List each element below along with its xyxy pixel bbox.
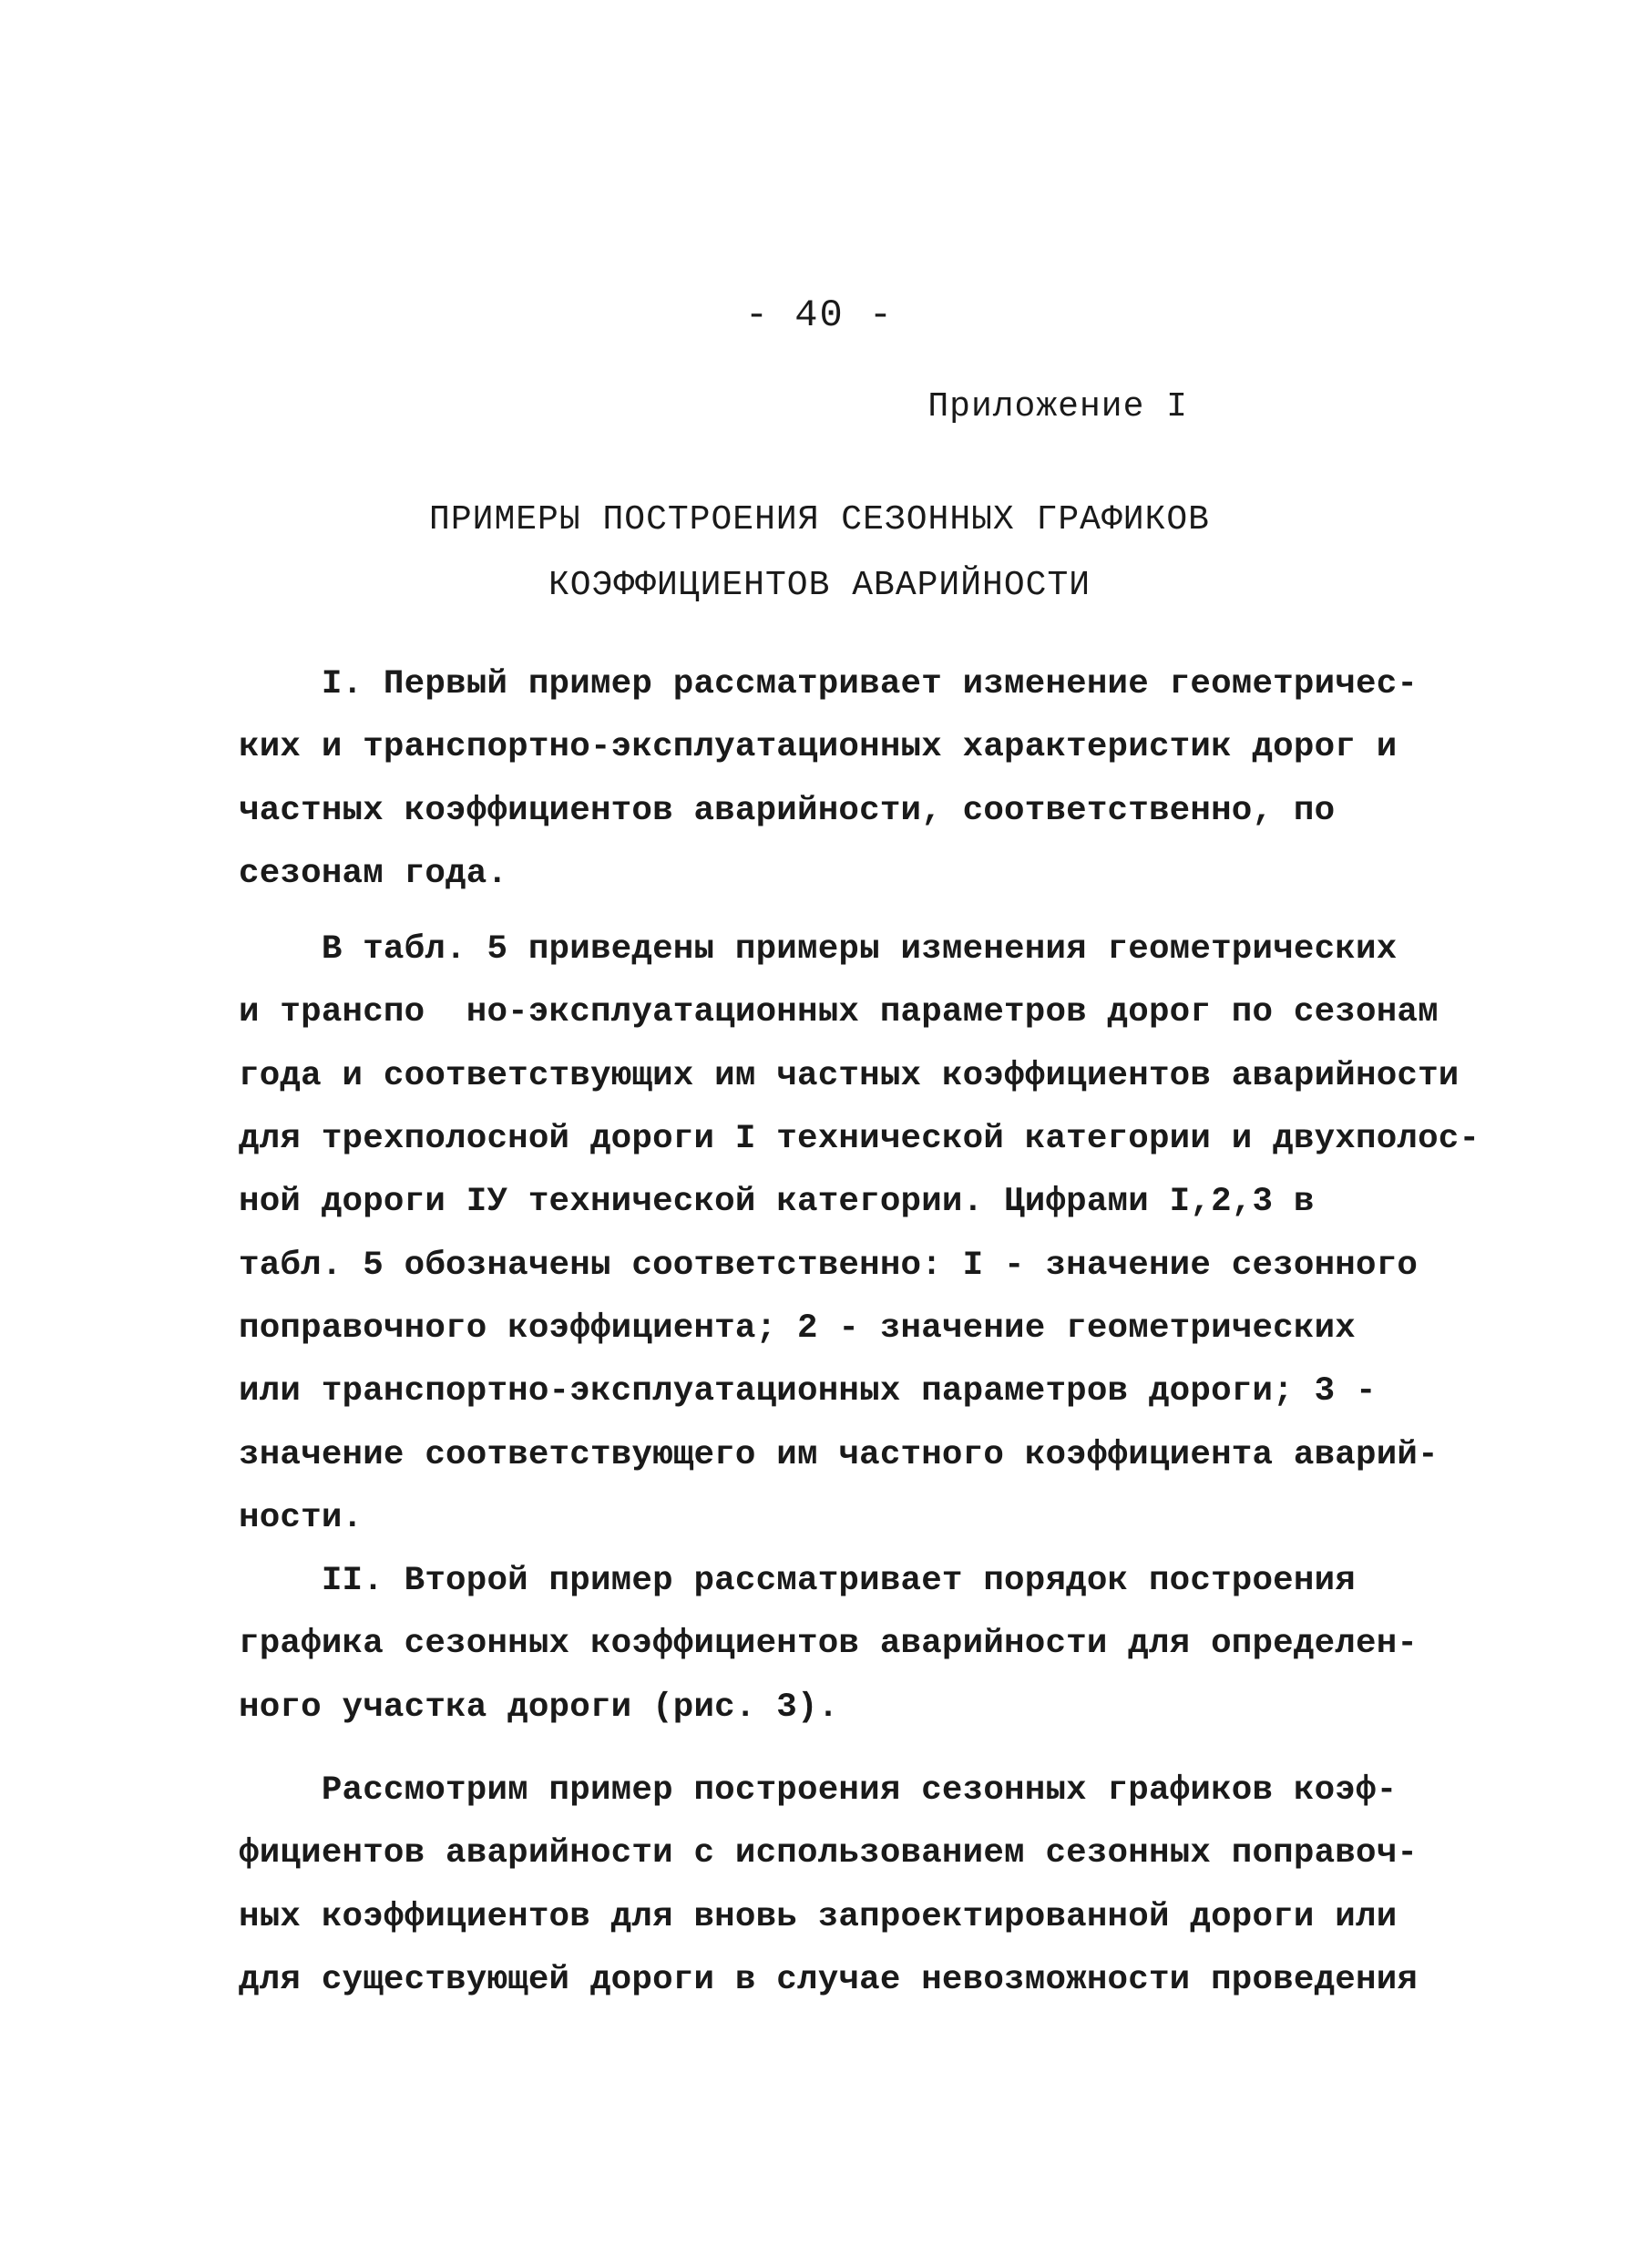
text-line: или транспортно-эксплуатационных параметров дороги; 3 - bbox=[239, 1372, 1377, 1411]
text-line: значение соответствующего им частного коэффициента аварий- bbox=[239, 1435, 1439, 1474]
text-line: ности. bbox=[239, 1498, 364, 1537]
text-line: графика сезонных коэффициентов аварийности для определен- bbox=[239, 1625, 1419, 1664]
title-line-2: КОЭФФИЦИЕНТОВ АВАРИЙНОСТИ bbox=[548, 566, 1091, 605]
text-line: поправочного коэффициента; 2 - значение геометрических bbox=[239, 1308, 1356, 1348]
paragraph-1 bbox=[239, 653, 1423, 906]
paragraph-4 bbox=[239, 1760, 1423, 2012]
paragraph-2 bbox=[239, 918, 1480, 1550]
text-line: ного участка дороги (рис. 3). bbox=[239, 1688, 839, 1727]
appendix-label: Приложение I bbox=[927, 387, 1188, 426]
text-line: частных коэффициентов аварийности, соответственно, по bbox=[239, 791, 1336, 830]
text-line: ных коэффициентов для вновь запроектированной дороги или bbox=[239, 1897, 1398, 1936]
document-title bbox=[0, 487, 1639, 619]
text-line: года и соответствующих им частных коэффициентов аварийности bbox=[239, 1056, 1460, 1095]
title-line-1: ПРИМЕРЫ ПОСТРОЕНИЯ СЕЗОННЫХ ГРАФИКОВ bbox=[429, 500, 1210, 539]
text-line: табл. 5 обозначены соответственно: I - значение сезонного bbox=[239, 1246, 1419, 1285]
text-line: Рассмотрим пример построения сезонных графиков коэф- bbox=[239, 1771, 1398, 1811]
text-line: ких и транспортно-эксплуатационных характеристик дорог и bbox=[239, 728, 1398, 767]
text-line: для трехполосной дороги I технической категории и двухполос- bbox=[239, 1120, 1480, 1159]
text-line: ной дороги IУ технической категории. Цифрами I,2,3 в bbox=[239, 1183, 1315, 1222]
text-line: II. Второй пример рассматривает порядок построения bbox=[239, 1562, 1356, 1601]
text-line: В табл. 5 приведены примеры изменения геометрических bbox=[239, 930, 1398, 970]
text-line: для существующей дороги в случае невозможности проведения bbox=[239, 1960, 1419, 1999]
body-text bbox=[239, 653, 1480, 2012]
text-line: сезонам года. bbox=[239, 854, 508, 893]
text-line: фициентов аварийности с использованием сезонных поправоч- bbox=[239, 1834, 1419, 1873]
text-line: I. Первый пример рассматривает изменение геометричес- bbox=[239, 665, 1419, 703]
page-number: - 40 - bbox=[744, 293, 895, 337]
text-line: и транспо но-эксплуатационных параметров дорог по сезонам bbox=[239, 993, 1439, 1032]
paragraph-3 bbox=[239, 1550, 1423, 1739]
